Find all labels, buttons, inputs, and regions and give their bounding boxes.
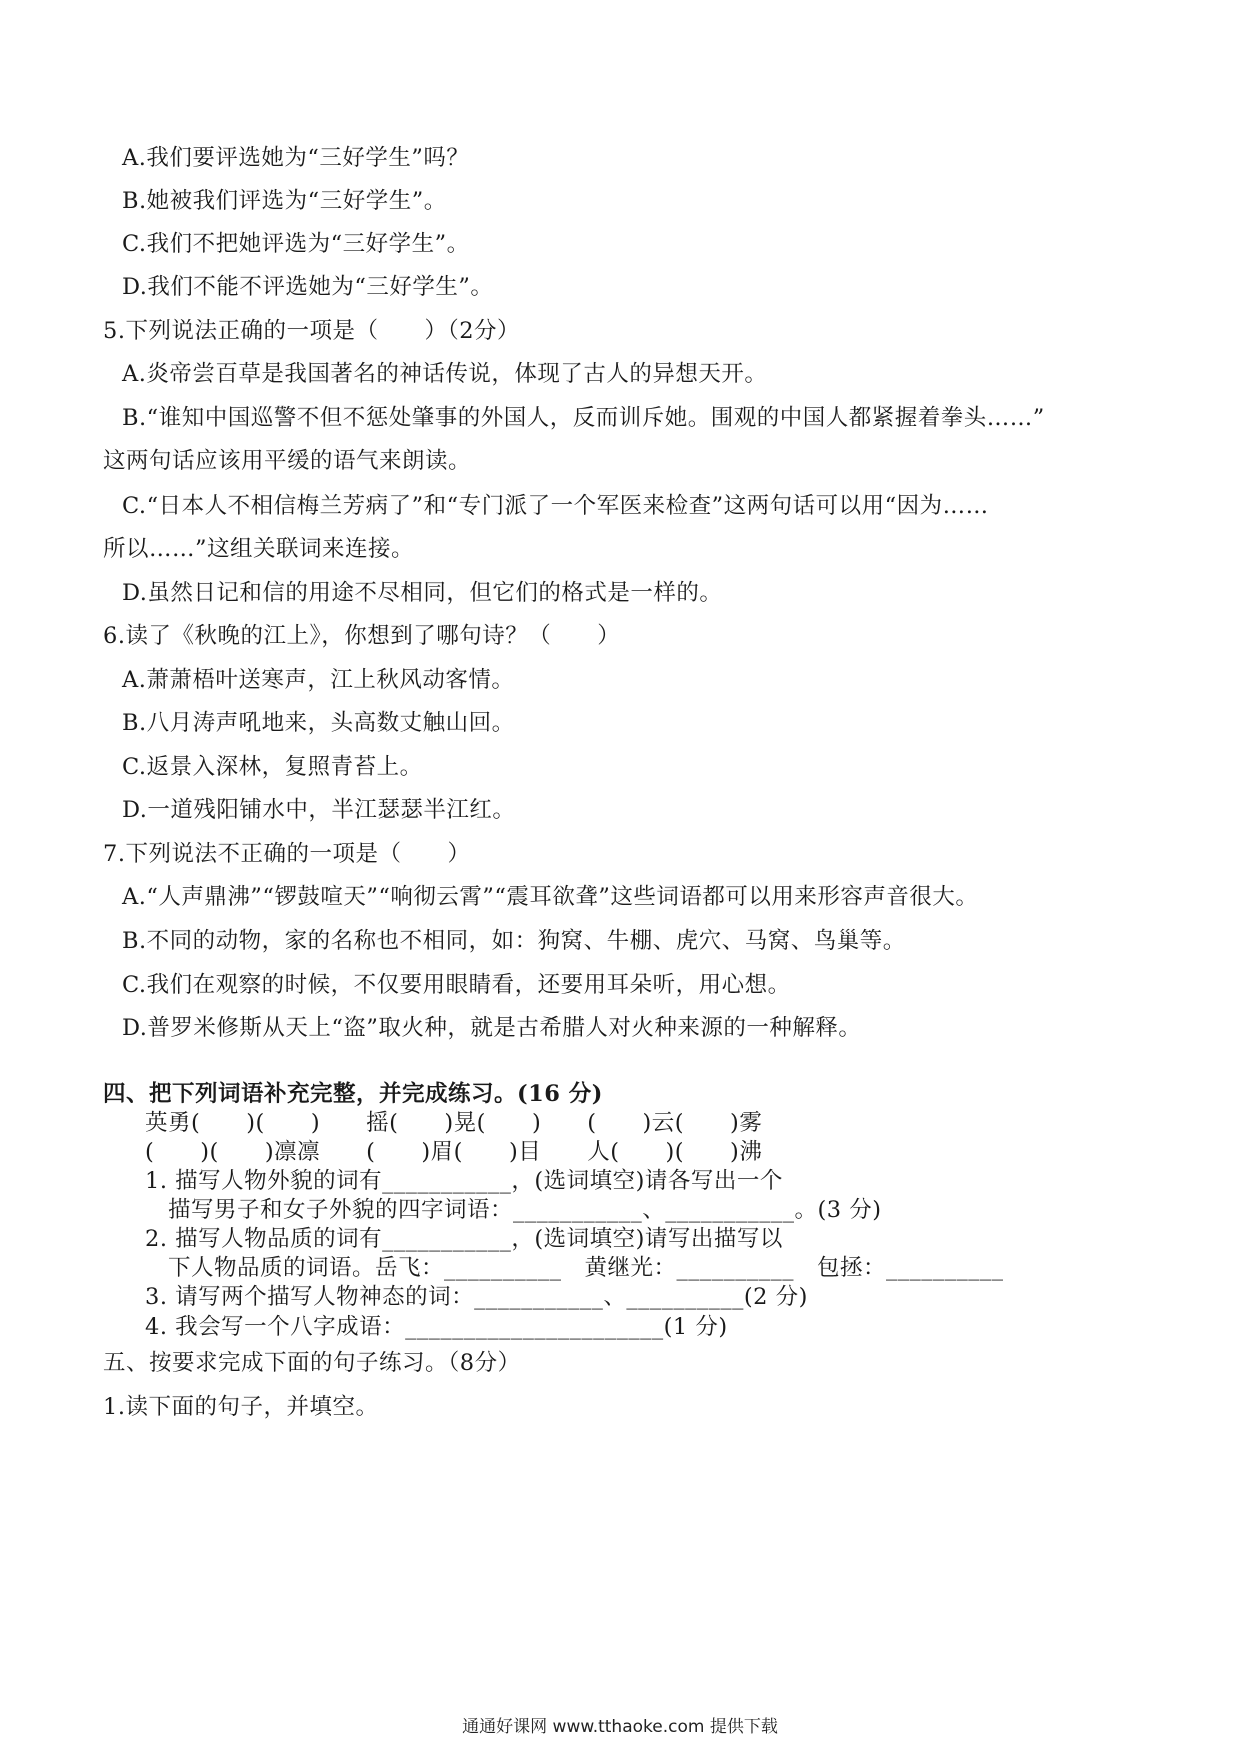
q6-option-d: D.一道残阳铺水中，半江瑟瑟半江红。 [122, 797, 516, 823]
section-4-words-row-2: ( )( )凛凛 ( )眉( )目 人( )( )沸 [145, 1139, 763, 1165]
q4-option-d: D.我们不能不评选她为“三好学生”。 [122, 274, 494, 300]
q6-option-a: A.萧萧梧叶送寒声，江上秋风动客情。 [122, 667, 515, 693]
section-5-item-1: 1.读下面的句子，并填空。 [103, 1394, 379, 1420]
q5-option-c-line1: C.“日本人不相信梅兰芳病了”和“专门派了一个军医来检查”这两句话可以用“因为…… [122, 493, 989, 519]
q7-option-b: B.不同的动物，家的名称也不相同，如：狗窝、牛棚、虎穴、马窝、鸟巢等。 [122, 928, 906, 954]
q6-option-b: B.八月涛声吼地来，头高数丈触山回。 [122, 710, 515, 736]
q5-option-a: A.炎帝尝百草是我国著名的神话传说，体现了古人的异想天开。 [122, 361, 768, 387]
page-footer: 通通好课网 www.tthaoke.com 提供下载 [462, 1717, 778, 1737]
q5-stem: 5.下列说法正确的一项是（ ）（2分） [103, 318, 521, 344]
q7-option-a: A.“人声鼎沸”“锣鼓喧天”“响彻云霄”“震耳欲聋”这些词语都可以用来形容声音很大。 [122, 884, 979, 910]
q4-option-c: C.我们不把她评选为“三好学生”。 [122, 231, 470, 257]
section-5-heading: 五、按要求完成下面的句子练习。（8分） [103, 1350, 521, 1376]
q6-option-c: C.返景入深林，复照青苔上。 [122, 754, 423, 780]
q5-option-b-line2: 这两句话应该用平缓的语气来朗读。 [103, 448, 472, 474]
q5-option-c-line2: 所以……”这组关联词来连接。 [103, 536, 415, 562]
q7-option-d: D.普罗米修斯从天上“盗”取火种，就是古希腊人对火种来源的一种解释。 [122, 1015, 862, 1041]
q5-option-d: D.虽然日记和信的用途不尽相同，但它们的格式是一样的。 [122, 580, 723, 606]
section-4-heading: 四、把下列词语补充完整，并完成练习。(16 分) [103, 1081, 603, 1107]
section-4-item-1-line-1: 1. 描写人物外貌的词有___________，(选词填空)请各写出一个 [145, 1168, 783, 1194]
q4-option-b: B.她被我们评选为“三好学生”。 [122, 188, 447, 214]
section-4-item-1-line-2: 描写男子和女子外貌的四字词语：___________、___________。(3 分) [168, 1197, 882, 1223]
section-4-words-row-1: 英勇( )( ) 摇( )晃( ) ( )云( )雾 [145, 1110, 763, 1136]
q7-option-c: C.我们在观察的时候，不仅要用眼睛看，还要用耳朵听，用心想。 [122, 972, 791, 998]
q5-option-b-line1: B.“谁知中国巡警不但不惩处肇事的外国人，反而训斥她。围观的中国人都紧握着拳头……” [122, 405, 1045, 431]
section-4-item-2-line-1: 2. 描写人物品质的词有___________，(选词填空)请写出描写以 [145, 1226, 783, 1252]
section-4-item-4: 4. 我会写一个八字成语：______________________(1 分) [145, 1314, 728, 1340]
q4-option-a: A.我们要评选她为“三好学生”吗？ [122, 145, 470, 171]
section-4-item-3: 3. 请写两个描写人物神态的词：___________、__________(2 分) [145, 1284, 808, 1310]
section-4-item-2-line-2: 下人物品质的词语。岳飞：__________ 黄继光：__________ 包拯：__________ [168, 1255, 1004, 1281]
q6-stem: 6.读了《秋晚的江上》，你想到了哪句诗？（ ） [103, 623, 621, 649]
q7-stem: 7.下列说法不正确的一项是（ ） [103, 841, 471, 867]
